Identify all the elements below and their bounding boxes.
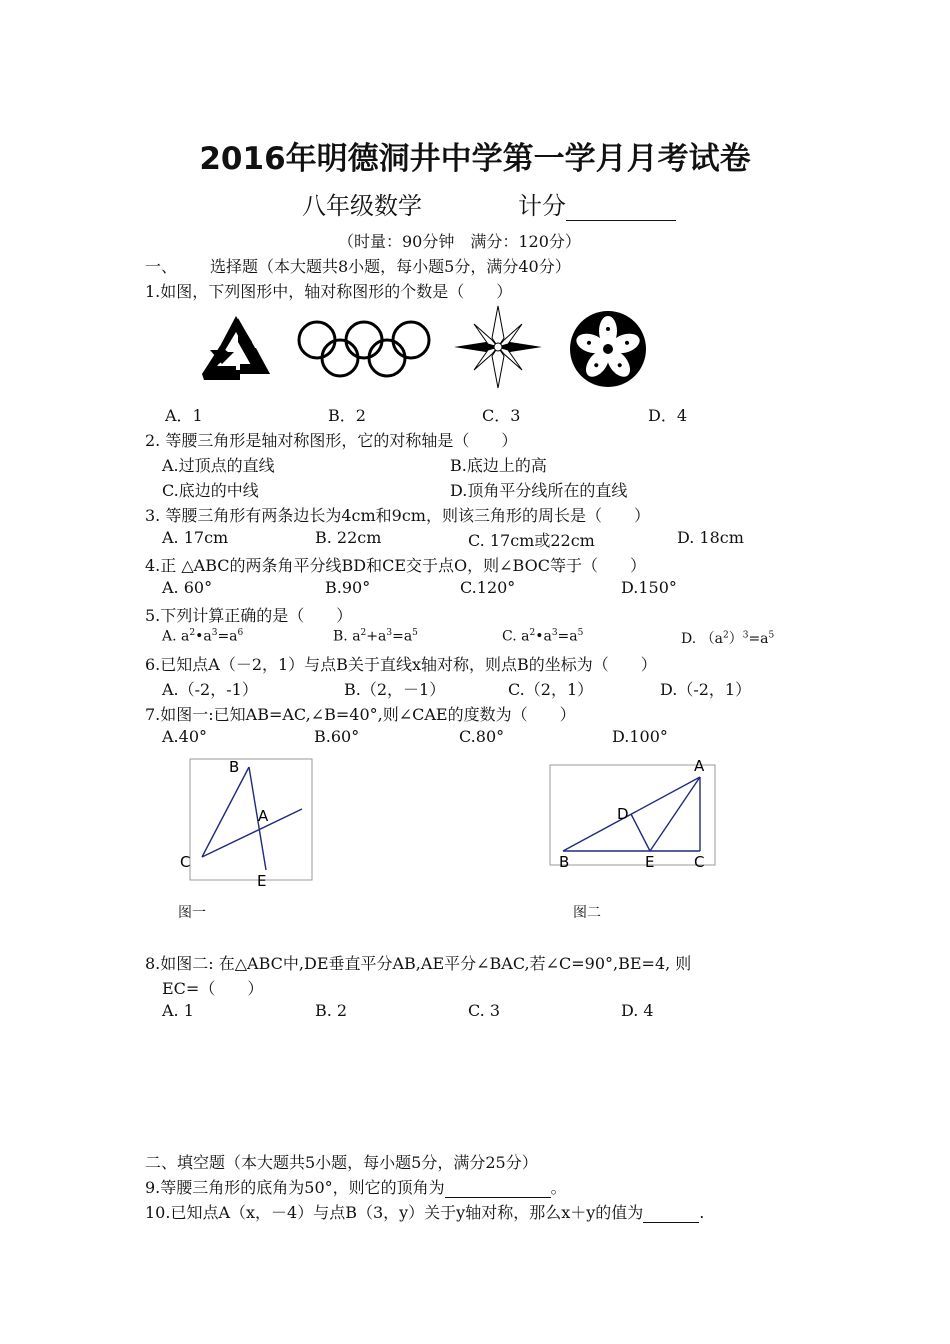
q10 [145, 1200, 704, 1223]
q4-option-d[interactable]: D.150° [621, 578, 677, 597]
q6-option-c[interactable]: C.（2，1） [508, 680, 594, 699]
figure2-label-a: A [694, 757, 705, 775]
score-label [518, 186, 676, 221]
q5-b-part: =a [392, 628, 413, 645]
figure2-label-e: E [645, 853, 655, 870]
q2-option-d[interactable]: D.顶角平分线所在的直线 [450, 481, 628, 500]
bauhinia-flower-icon [568, 309, 648, 389]
q5-c-part: =a [557, 628, 578, 645]
q5-b-exp1: 2 [360, 628, 367, 638]
q3-option-c[interactable]: C. 17cm或22cm [468, 531, 595, 550]
q8-option-a[interactable]: A. 1 [162, 1001, 194, 1020]
recycle-triangle-icon [200, 312, 272, 384]
q7-stem: 7.如图一:已知AB=AC,∠B=40°,则∠CAE的度数为（ ） [145, 705, 576, 724]
q6-stem: 6.已知点A（－2，1）与点B关于直线x轴对称，则点B的坐标为（ ） [145, 655, 657, 674]
q5-stem: 5.下列计算正确的是（ ） [145, 606, 353, 625]
q9-text: 9.等腰三角形的底角为50°，则它的顶角为 [145, 1178, 445, 1197]
q5-c-exp3: 5 [577, 628, 584, 638]
q5-a-part: A. a [162, 628, 190, 645]
q3-option-a[interactable]: A. 17cm [162, 528, 229, 547]
q2-option-c[interactable]: C.底边的中线 [162, 481, 259, 500]
exam-title: 2016年明德洞井中学第一学月月考试卷 [199, 141, 751, 177]
q7-option-d[interactable]: D.100° [612, 727, 668, 746]
q5-a-part: =a [217, 628, 238, 645]
q5-c-exp1: 2 [529, 628, 536, 638]
score-blank[interactable] [566, 198, 676, 221]
q5-option-b[interactable] [333, 628, 418, 645]
q9-answer-blank[interactable] [445, 1180, 551, 1198]
q8-option-b[interactable]: B. 2 [315, 1001, 348, 1020]
q4-option-a[interactable]: A. 60° [162, 578, 213, 597]
figure1-label-a: A [258, 807, 269, 825]
q5-a-exp2: 3 [211, 628, 218, 638]
q5-d-part: ） [728, 631, 743, 647]
q10-text: 10.已知点A（x，－4）与点B（3，y）关于y轴对称，那么x＋y的值为 [145, 1203, 644, 1222]
figure2-diagram [545, 755, 720, 870]
q4-option-b[interactable]: B.90° [325, 578, 371, 597]
q2-option-a[interactable]: A.过顶点的直线 [162, 456, 275, 475]
q7-option-c[interactable]: C.80° [459, 727, 505, 746]
q5-c-part: C. a [502, 628, 530, 645]
q1-option-c[interactable]: C．3 [482, 406, 521, 425]
q9 [145, 1175, 567, 1198]
compass-star-icon [452, 304, 544, 390]
q8-stem: 8.如图二: 在△ABC中,DE垂直平分AB,AE平分∠BAC,若∠C=90°,BE=4, 则 [145, 954, 692, 973]
figure2-label-c: C [694, 853, 705, 870]
q8-stem-continued: EC=（ ） [162, 979, 264, 998]
q3-option-b[interactable]: B. 22cm [315, 528, 382, 547]
q5-a-exp3: 6 [237, 628, 244, 638]
section2-title: 二、填空题（本大题共5小题，每小题5分，满分25分） [145, 1153, 538, 1172]
q2-option-b[interactable]: B.底边上的高 [450, 456, 547, 475]
q6-option-a[interactable]: A.（-2，-1） [162, 680, 258, 699]
figure1-caption: 图一 [178, 905, 206, 921]
q6-option-d[interactable]: D.（-2，1） [660, 680, 752, 699]
figure1-label-e: E [257, 872, 267, 890]
section1-number: 一、 [145, 257, 178, 276]
figure1-diagram [178, 755, 318, 890]
q1-stem: 1.如图，下列图形中，轴对称图形的个数是（ ） [145, 282, 513, 301]
score-label-text: 计分 [518, 192, 566, 220]
q5-c-exp2: 3 [551, 628, 558, 638]
q3-stem: 3. 等腰三角形有两条边长为4cm和9cm，则该三角形的周长是（ ） [145, 506, 650, 525]
q7-option-b[interactable]: B.60° [314, 727, 360, 746]
q10-suffix: . [699, 1203, 705, 1222]
q2-stem: 2. 等腰三角形是轴对称图形，它的对称轴是（ ） [145, 431, 518, 450]
q4-stem: 4.正 △ABC的两条角平分线BD和CE交于点O，则∠BOC等于（ ） [145, 556, 646, 575]
q5-a-part: •a [195, 628, 212, 645]
q5-b-exp3: 5 [412, 628, 418, 638]
q4-option-c[interactable]: C.120° [460, 578, 516, 597]
q5-d-exp2: 3 [742, 630, 749, 641]
q5-option-c[interactable] [502, 628, 583, 645]
q3-option-d[interactable]: D. 18cm [677, 528, 744, 547]
q1-option-a[interactable]: A．1 [165, 406, 203, 425]
q5-d-part: D. （a [681, 631, 723, 647]
figure1-label-b: B [229, 758, 240, 776]
q10-answer-blank[interactable] [643, 1205, 699, 1223]
subject-label: 八年级数学 [302, 192, 422, 220]
time-info: （时量：90分钟 满分：120分） [338, 232, 581, 251]
q5-option-a[interactable] [162, 628, 243, 645]
figure1-label-c: C [180, 853, 191, 871]
q1-option-d[interactable]: D．4 [648, 406, 688, 425]
q5-d-exp3: 5 [768, 630, 775, 641]
q8-option-c[interactable]: C. 3 [468, 1001, 501, 1020]
q5-b-part: +a [366, 628, 387, 645]
q1-option-b[interactable]: B．2 [328, 406, 366, 425]
figure2-label-d: D [617, 805, 629, 823]
q5-b-exp2: 3 [386, 628, 393, 638]
q5-c-part: •a [535, 628, 552, 645]
q8-option-d[interactable]: D. 4 [621, 1001, 654, 1020]
q5-d-exp1: 2 [722, 630, 729, 641]
olympic-rings-icon [297, 318, 433, 380]
q6-option-b[interactable]: B.（2，－1） [344, 680, 446, 699]
q5-b-part: B. a [333, 628, 361, 645]
q9-suffix: 。 [550, 1178, 567, 1197]
q5-d-part: =a [748, 631, 769, 647]
q7-option-a[interactable]: A.40° [162, 727, 207, 746]
section1-title: 选择题（本大题共8小题，每小题5分，满分40分） [210, 257, 571, 276]
figure2-caption: 图二 [573, 905, 601, 921]
figure2-label-b: B [559, 853, 570, 870]
q5-option-d[interactable] [681, 628, 774, 648]
q5-a-exp1: 2 [189, 628, 196, 638]
